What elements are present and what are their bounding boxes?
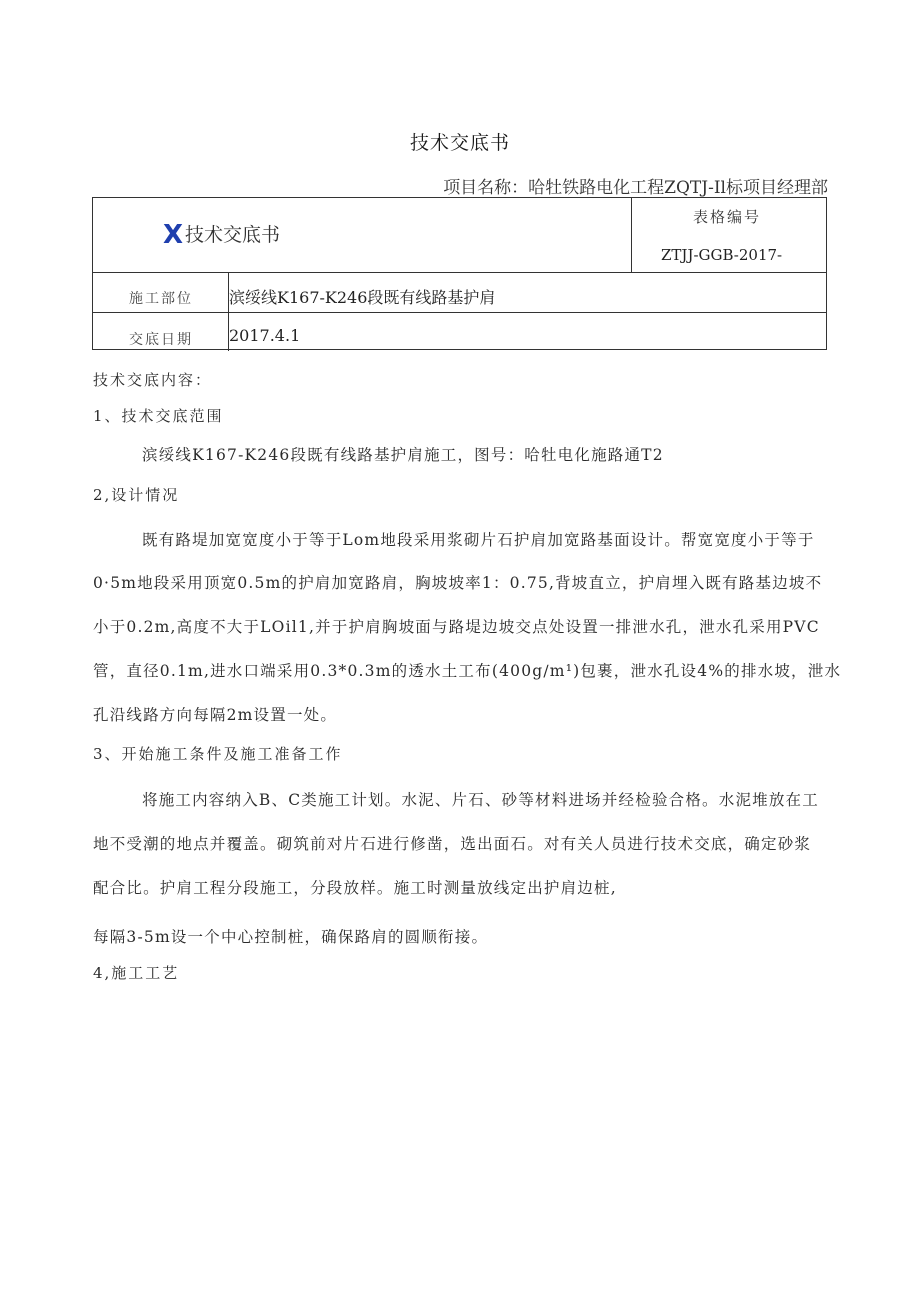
table-divider (93, 312, 826, 313)
section-2-title: 2,设计情况 (93, 486, 180, 504)
form-number-label: 表格编号 (693, 208, 762, 226)
section-2-line: 管，直径0.1m,进水口端采用0.3*0.3m的透水土工布(400g∕m¹)包裹，泄水孔设4%的排水坡，泄水 (93, 662, 842, 680)
section-3-line: 每隔3-5m设一个中心控制桩，确保路肩的圆顺衔接。 (93, 928, 489, 946)
section-3-line: 将施工内容纳入B、C类施工计划。水泥、片石、砂等材料进场并经检验合格。水泥堆放在工 (142, 791, 819, 809)
location-value: 滨绥线K167-K246段既有线路基护肩 (229, 288, 496, 307)
section-2-line: 小于0.2m,高度不大于LOil1,并于护肩胸坡面与路堤边坡交点处设置一排泄水孔，泄水孔采用PVC (93, 618, 820, 636)
form-number-value: ZTJJ-GGB-2017- (661, 246, 783, 264)
date-label: 交底日期 (129, 332, 193, 348)
section-2-line: 孔沿线路方向每隔2m设置一处。 (93, 706, 338, 724)
section-1-title: 1、技术交底范围 (93, 407, 224, 425)
section-2-line: 既有路堤加宽宽度小于等于Lom地段采用浆砌片石护肩加宽路基面设计。帮宽宽度小于等于 (142, 531, 815, 549)
document-title: 技术交底书 (409, 132, 510, 154)
section-3-line: 配合比。护肩工程分段施工，分段放样。施工时测量放线定出护肩边桩, (93, 879, 617, 897)
form-title: 技术交底书 (185, 224, 281, 246)
section-3-line: 地不受潮的地点并覆盖。砌筑前对片石进行修凿，选出面石。对有关人员进行技术交底，确定砂浆 (93, 835, 812, 853)
checkmark-icon: X (163, 220, 184, 250)
form-title-cell (163, 220, 280, 250)
table-divider (631, 198, 632, 272)
location-label: 施工部位 (129, 291, 193, 307)
section-2-line: 0·5m地段采用顶宽0.5m的护肩加宽路肩，胸坡坡率1：0.75,背坡直立，护肩埋入既有路基边坡不 (93, 574, 823, 592)
project-name: 项目名称：哈牡铁路电化工程ZQTJ-Il标项目经理部 (443, 178, 828, 198)
section-4-title: 4,施工工艺 (93, 964, 180, 982)
section-3-title: 3、开始施工条件及施工准备工作 (93, 745, 343, 763)
content-heading: 技术交底内容： (93, 371, 213, 389)
table-divider (93, 272, 826, 273)
date-value: 2017.4.1 (229, 326, 301, 345)
header-table (92, 197, 827, 350)
section-1-text: 滨绥线K167-K246段既有线路基护肩施工，图号：哈牡电化施路通T2 (142, 446, 664, 464)
